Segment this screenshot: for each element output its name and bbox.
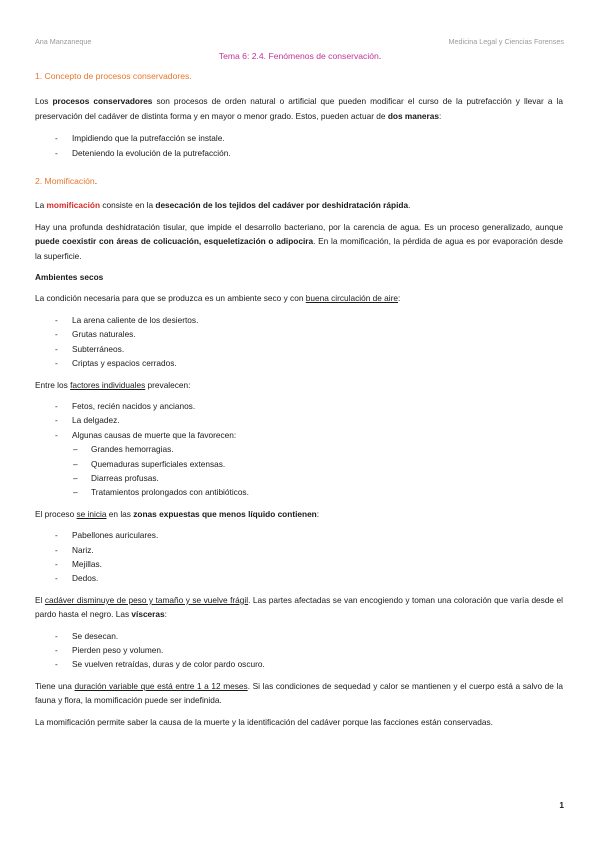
list-item: - Algunas causas de muerte que la favorecen:	[35, 428, 563, 442]
identificacion-paragraph: La momificación permite saber la causa de la muerte y la identificación del cadáver porque las facciones están conservadas.	[35, 716, 493, 727]
page-title: Tema 6: 2.4. Fenómenos de conservación.	[218, 51, 382, 61]
list-item: – Grandes hemorragias.	[35, 442, 563, 456]
document-body	[35, 69, 563, 729]
list-item: - Subterráneos.	[35, 342, 563, 356]
cadaver-paragraph: El cadáver disminuye de peso y tamaño y se vuelve frágil. Las partes afectadas se van encogiendo y toman una coloración que varía desde el pardo hasta el negro. Las vísceras:	[35, 594, 563, 620]
list-item: - Impidiendo que la putrefacción se instale.	[35, 131, 563, 145]
list-item: – Diarreas profusas.	[35, 471, 563, 485]
list-item: - Dedos.	[35, 571, 563, 585]
momificacion-definition: La momificación consiste en la desecación de los tejidos del cadáver por deshidratación rápida.	[35, 200, 411, 211]
section-2-heading: 2. Momificación.	[35, 176, 98, 187]
list-item: - Nariz.	[35, 543, 563, 557]
list-item: - Mejillas.	[35, 557, 563, 571]
section-1-paragraph: Los procesos conservadores son procesos de orden natural o artificial que pueden modificar el curso de la putrefacción y llevar a la preservación del cadáver de distinta forma y en mayor o menor grado. Estos, pueden actuar de dos maneras:	[35, 96, 563, 121]
list-item: - Grutas naturales.	[35, 327, 563, 341]
list-item: - Deteniendo la evolución de la putrefacción.	[35, 146, 563, 160]
causas-sublist	[35, 442, 563, 500]
list-item: – Tratamientos prolongados con antibióticos.	[35, 485, 563, 499]
proceso-inicio-paragraph: El proceso se inicia en las zonas expuestas que menos líquido contienen:	[35, 508, 320, 519]
page-number: 1	[559, 800, 564, 810]
condicion-paragraph: La condición necesaria para que se produzca es un ambiente seco y con buena circulación de aire:	[35, 293, 401, 304]
list-item: - Pierden peso y volumen.	[35, 643, 563, 657]
duracion-paragraph: Tiene una duración variable que está entre 1 a 12 meses. Si las condiciones de sequedad y calor se mantienen y el cuerpo está a salvo de la fauna y flora, la momificación puede ser indefinida.	[35, 680, 563, 706]
list-item: - Se desecan.	[35, 629, 563, 643]
header-subject: Medicina Legal y Ciencias Forenses	[448, 37, 564, 46]
zonas-list	[35, 528, 563, 586]
ambientes-list	[35, 313, 563, 371]
section-1-heading: 1. Concepto de procesos conservadores.	[35, 71, 192, 81]
list-item: - Criptas y espacios cerrados.	[35, 356, 563, 370]
list-item: - Fetos, recién nacidos y ancianos.	[35, 399, 563, 413]
deshidratacion-paragraph: Hay una profunda deshidratación tisular, que impide el desarrollo bacteriano, por la carencia de agua. Es un proceso generalizado, aunque puede coexistir con áreas de colicuación, esqueletización o adipocira. En la momificación, la pérdida de agua es por evaporación desde la superficie.	[35, 221, 564, 261]
list-item: – Quemaduras superficiales extensas.	[35, 457, 563, 471]
list-item: - Se vuelven retraídas, duras y de color pardo oscuro.	[35, 657, 563, 671]
header-author: Ana Manzaneque	[35, 37, 92, 46]
factores-paragraph: Entre los factores individuales prevalecen:	[35, 379, 191, 390]
list-item: - La arena caliente de los desiertos.	[35, 313, 563, 327]
subheading-ambientes-secos: Ambientes secos	[35, 272, 104, 283]
list-item: - La delgadez.	[35, 413, 563, 427]
factores-list	[35, 399, 563, 442]
section-1-list	[35, 131, 563, 160]
list-item: - Pabellones auriculares.	[35, 528, 563, 542]
visceras-list	[35, 629, 563, 672]
